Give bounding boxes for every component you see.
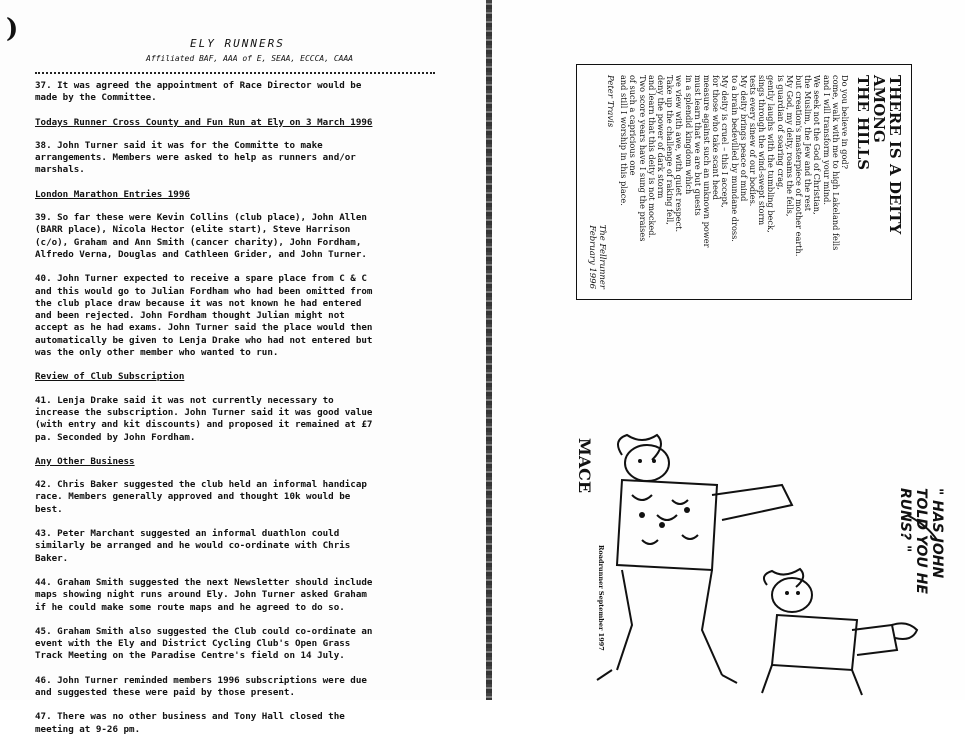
poem-line: gently laughs with the tumbling beck, [766, 75, 777, 233]
club-title: ELY RUNNERS [190, 37, 285, 50]
minute-item: 37. It was agreed the appointment of Race Director would be made by the Committee. [35, 80, 362, 104]
section-heading: London Marathon Entries 1996 [35, 188, 190, 200]
minute-item: 39. So far these were Kevin Collins (club place), John Allen (BARR place), Nicola Hector (elite start), Steve Harrison (c/o), Graham and Ann Smith (cancer charity), John Fordham, Alfredo Verna, Douglas and Cathleen Grider, and John Turner. [35, 212, 367, 260]
poem-line: but creation's masterpiece of mother earth. [793, 75, 804, 257]
poem-line: measure against such an unknown power [701, 75, 712, 248]
poem-line: the Muslim, the Jew and the rest [803, 75, 814, 212]
poem-lines [619, 75, 849, 289]
poem-line: sings through the wind-swept storm [757, 75, 768, 226]
poem-title [855, 75, 903, 289]
poem-line: tests every sinew of our bodies. [747, 75, 758, 207]
poem-line: deny the power of dark storm [655, 75, 666, 199]
poem-source-line: February 1996 [586, 225, 597, 289]
minutes-body [35, 80, 435, 748]
minute-item: 47. There was no other business and Tony Hall closed the meeting at 9-26 pm. [35, 711, 345, 735]
section-heading: Todays Runner Cross County and Fun Run at Ely on 3 March 1996 [35, 116, 373, 128]
poem-line: My God, my deity, roams the fells, [784, 75, 795, 217]
poem-author: Peter Travis [604, 75, 615, 128]
poem-line: in a splendid kingdom which [683, 75, 694, 195]
poem-line: and I will transform your mind. [821, 75, 832, 205]
poem-line: and learn that this deity is not mocked. [646, 75, 657, 239]
poem-line: come, walk with me to high Lakeland fells [830, 75, 841, 251]
section-heading: Any Other Business [35, 455, 135, 467]
poem-frame [576, 64, 912, 300]
minute-item: 40. John Turner expected to receive a spare place from C & C and this would go to Julian Fordham who had been omitted from the club place draw because it was not known he had entered and been rejected. John Fordham thought Julian might not accept as he had exams. John Turner said the place would then automatically be given to Lenja Drake who had not entered but was the only other member who wanted to run. [35, 273, 373, 359]
minutes-page [0, 0, 488, 735]
minute-item: 44. Graham Smith suggested the next Newsletter should include maps showing night runs around Ely. John Turner asked Graham if he could make some route maps and he agreed to do so. [35, 576, 373, 613]
poem-line: for those who take scant heed [711, 75, 722, 201]
poem-clipping [576, 64, 912, 300]
poem-line: Do you believe in god? [840, 75, 850, 170]
minute-item: 46. John Turner reminded members 1996 subscriptions were due and suggested these were paid by those present. [35, 674, 367, 698]
cartoon-signature: MACE [575, 438, 594, 494]
poem-line: We seek not the God of Christian, [812, 75, 823, 215]
section-heading: Review of Club Subscription [35, 371, 185, 383]
header-divider [35, 72, 435, 74]
cartoon-credit: Roadrunner September 1997 [597, 545, 605, 651]
poem-line: Take up the challenge of raking fell, [665, 75, 676, 225]
page-corner-mark: ) [6, 14, 19, 44]
cartoon-caption: " HAS JOHN TOLD YOU HE RUNS? " [897, 488, 945, 594]
minute-item: 45. Graham Smith also suggested the Club could co-ordinate an event with the Ely and District Cycling Club's Open Grass Track Meeting on the Paradise Centre's field on 14 July. [35, 625, 373, 662]
poem-line: is guardian of soaring crag, [775, 75, 786, 190]
poem-title-line: THE HILLS [854, 75, 872, 171]
minute-item: 38. John Turner said it was for the Committe to make arrangements. Members were asked to help as runners and/or marshals. [35, 139, 356, 176]
poem-line: My deity is cruel – this I accept, [720, 75, 731, 208]
poem-line: must learn that we are but guests [692, 75, 703, 216]
poem-line: to a brain bedevilled by mundane dross. [729, 75, 740, 242]
minute-item: 41. Lenja Drake said it was not currently necessary to increase the subscription. John Turner said it was good value (with entry and kit discounts) and proposed it remained at £7 pa. Seconded by John Fordham. [35, 394, 373, 443]
minute-item: 43. Peter Marchant suggested an informal duathlon could similarly be arranged and he would co-ordinate with Chris Baker. [35, 528, 351, 564]
poem-line: Two score years have I sung the praises [637, 75, 648, 242]
minute-item: 42. Chris Baker suggested the club held an informal handicap race. Members generally approved and thought 10k would be best. [35, 479, 367, 515]
poem-line: and still I worship in this place. [619, 75, 630, 206]
poem-title-line: THERE IS A DEITY AMONG [870, 75, 904, 235]
poem-cartoon-page [492, 0, 965, 700]
club-affiliation: Affiliated BAF, AAA of E, SEAA, ECCCA, CAAA [146, 54, 354, 63]
poem-line: My deity brings peace of mind [738, 75, 749, 202]
poem-source-line: The Fellrunner [596, 224, 607, 289]
poem-line: we view with awe, with quiet respect. [674, 75, 685, 233]
poem-line: of such a capricious one [628, 75, 639, 176]
poem-source [587, 75, 607, 289]
